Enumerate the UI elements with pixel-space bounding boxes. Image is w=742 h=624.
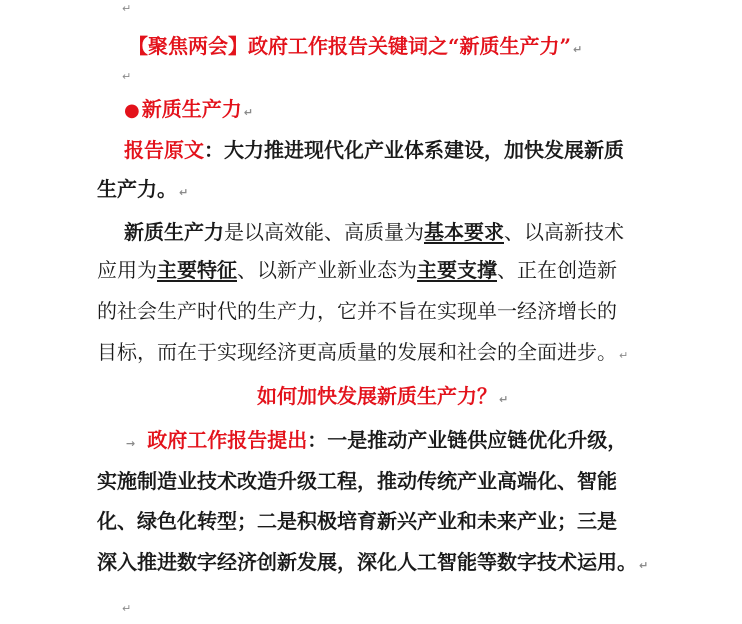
- report-paragraph-line-2[interactable]: [97, 177, 188, 205]
- report-paragraph-line-1[interactable]: [124, 138, 624, 162]
- section-heading-text: 新质生产力: [141, 97, 242, 121]
- proposal-label: 政府工作报告提出: [147, 428, 308, 452]
- report-text: 大力推进现代化产业体系建设，加快发展新质: [224, 138, 624, 162]
- paragraph-mark: ↵: [122, 2, 132, 15]
- report-colon: ：: [204, 138, 224, 162]
- proposal-text: 化、绿色化转型；二是积极培育新兴产业和未来产业；三是: [97, 509, 617, 533]
- paragraph-mark: ↵: [573, 43, 583, 56]
- report-text: 生产力。: [97, 177, 177, 201]
- paragraph-mark: ↵: [122, 70, 132, 83]
- tab-arrow-icon: →: [126, 437, 136, 450]
- definition-text: 是以高效能、高质量为: [224, 220, 424, 244]
- definition-line-3[interactable]: [97, 299, 617, 323]
- section-heading[interactable]: [124, 97, 253, 125]
- proposal-line-4[interactable]: [97, 550, 648, 578]
- definition-term: 新质生产力: [124, 220, 224, 244]
- definition-text: 目标，而在于实现经济更高质量的发展和社会的全面进步。: [97, 340, 617, 364]
- proposal-line-2[interactable]: [97, 469, 617, 493]
- paragraph-mark: ↵: [499, 393, 509, 406]
- definition-line-4[interactable]: [97, 340, 628, 368]
- definition-text: 、正在创造新: [497, 258, 617, 282]
- definition-text: 的社会生产时代的生产力，它并不旨在实现单一经济增长的: [97, 299, 617, 323]
- definition-line-1[interactable]: [124, 220, 624, 244]
- question-heading[interactable]: [257, 384, 508, 412]
- proposal-text: 深入推进数字经济创新发展，深化人工智能等数字技术运用。: [97, 550, 637, 574]
- underlined-keyword: 主要特征: [157, 258, 237, 282]
- document-title[interactable]: [128, 34, 582, 62]
- proposal-line-3[interactable]: [97, 509, 617, 533]
- underlined-keyword: 主要支撑: [417, 258, 497, 282]
- bullet-icon: ●: [124, 100, 140, 121]
- proposal-colon: ：: [307, 428, 328, 452]
- paragraph-mark: ↵: [243, 106, 253, 119]
- proposal-text: 实施制造业技术改造升级工程，推动传统产业高端化、智能: [97, 469, 617, 493]
- proposal-line-1[interactable]: [126, 428, 627, 456]
- definition-text: 、以新产业新业态为: [237, 258, 417, 282]
- paragraph-mark: ↵: [639, 559, 649, 572]
- report-label: 报告原文: [124, 138, 204, 162]
- proposal-text: 一是推动产业链供应链优化升级，: [327, 428, 628, 452]
- paragraph-mark: ↵: [122, 602, 132, 615]
- definition-text: 应用为: [97, 258, 157, 282]
- definition-text: 、以高新技术: [504, 220, 624, 244]
- paragraph-mark: ↵: [619, 349, 629, 362]
- underlined-keyword: 基本要求: [424, 220, 504, 244]
- question-text: 如何加快发展新质生产力？: [257, 384, 497, 408]
- title-text: 【聚焦两会】政府工作报告关键词之“新质生产力”: [128, 34, 572, 58]
- paragraph-mark: ↵: [179, 186, 189, 199]
- definition-line-2[interactable]: [97, 258, 617, 282]
